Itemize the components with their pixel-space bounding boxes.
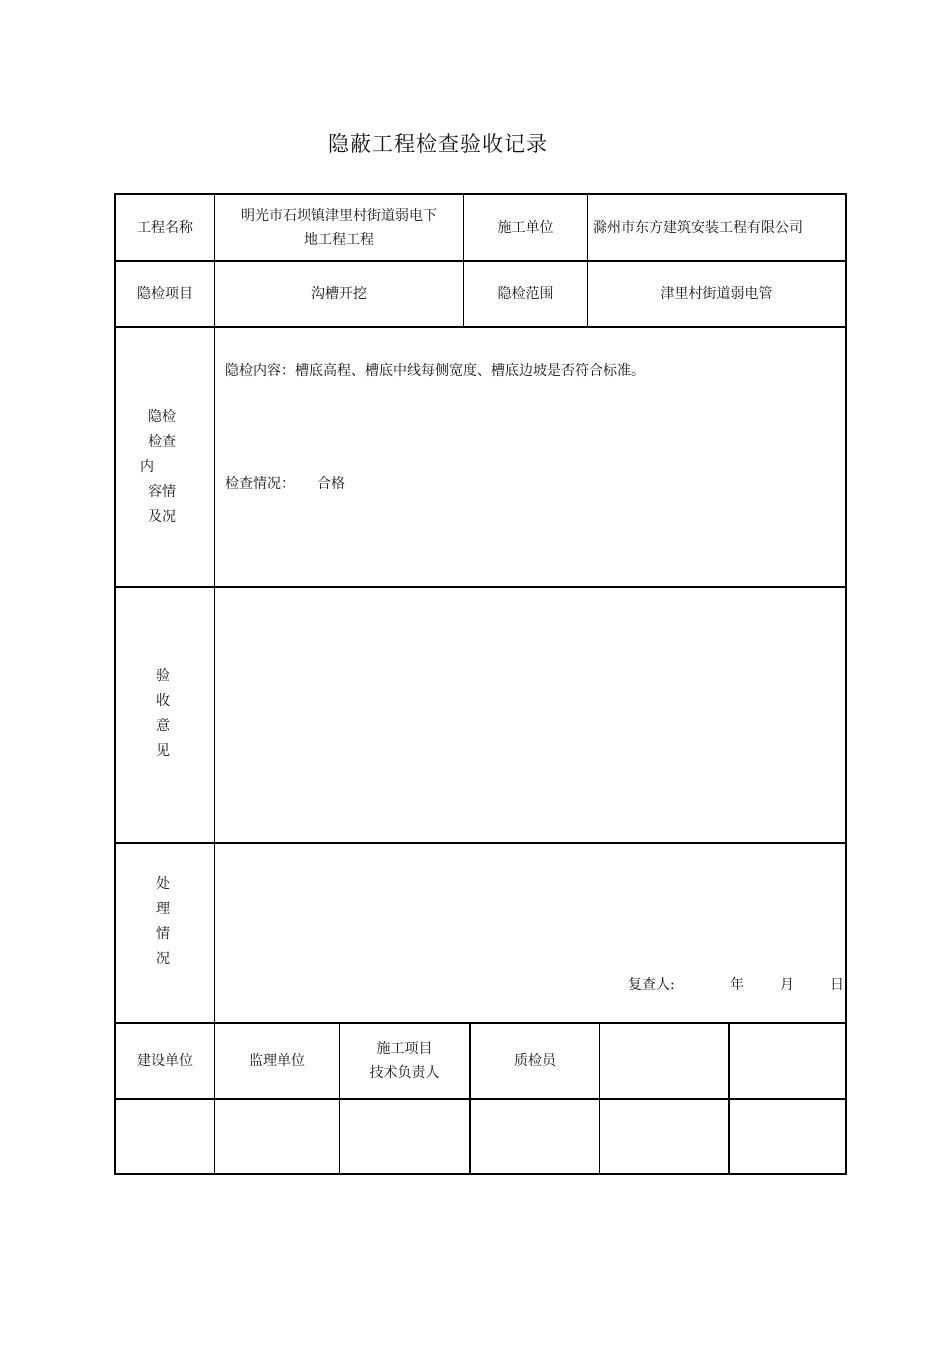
contractor-value: 滁州市东方建筑安装工程有限公司 — [593, 219, 803, 236]
project-name-line-2: 地工程工程 — [304, 231, 374, 248]
project-name-label: 工程名称 — [137, 219, 193, 236]
tech-lead-line-1: 施工项目 — [376, 1041, 433, 1057]
inspection-item-value: 沟槽开挖 — [311, 286, 367, 302]
inspector-signature-cell[interactable] — [471, 1100, 599, 1173]
inspection-label-line-4: 容情 — [148, 484, 176, 500]
inspection-content-text: 隐检内容：槽底高程、槽底中线每侧宽度、槽底边坡是否符合标准。 — [225, 363, 645, 379]
supervision-unit-signature-cell[interactable] — [215, 1100, 339, 1173]
handling-label-line-3: 情 — [156, 926, 170, 942]
tech-lead-signature-cell[interactable] — [340, 1100, 469, 1173]
inspection-result-value: 合格 — [317, 476, 345, 492]
acceptance-label-line-1: 验 — [156, 668, 170, 684]
handling-label-line-1: 处 — [156, 876, 170, 892]
handling-label-line-2: 理 — [156, 901, 170, 917]
acceptance-label-line-3: 意 — [156, 718, 170, 734]
build-unit-label: 建设单位 — [137, 1053, 193, 1069]
inspection-label-line-1: 隐检 — [148, 409, 176, 425]
inspection-label-line-2: 检查 — [148, 434, 176, 450]
reviewer-label: 复查人: — [628, 977, 675, 993]
handling-section-label — [156, 872, 170, 972]
inspection-scope-value: 津里村街道弱电管 — [660, 286, 773, 302]
acceptance-section-label — [156, 664, 170, 764]
tech-lead-line-2: 技术负责人 — [369, 1065, 440, 1081]
page-title: 隐蔽工程检查验收记录 — [328, 132, 548, 156]
date-year-label: 年 — [730, 977, 744, 993]
inspection-item-label: 隐检项目 — [137, 286, 193, 302]
project-name-value — [215, 195, 463, 260]
handling-label-line-4: 况 — [156, 951, 170, 967]
date-month-label: 月 — [780, 977, 794, 993]
inspection-section-label — [140, 405, 176, 530]
date-day-label: 日 — [830, 977, 844, 993]
tech-lead-label — [340, 1024, 469, 1098]
acceptance-label-line-4: 见 — [156, 743, 170, 759]
inspector-label: 质检员 — [514, 1053, 556, 1069]
contractor-label: 施工单位 — [497, 219, 554, 236]
inspection-label-line-3: 内 — [140, 459, 154, 475]
inspection-label-line-5: 及况 — [148, 509, 176, 525]
inspection-result-label: 检查情况： — [225, 476, 295, 492]
supervision-unit-label: 监理单位 — [249, 1053, 305, 1069]
acceptance-label-line-2: 收 — [156, 693, 170, 709]
inspection-scope-label: 隐检范围 — [497, 286, 554, 302]
build-unit-signature-cell[interactable] — [116, 1100, 214, 1173]
project-name-line-1: 明光市石坝镇津里村街道弱电下 — [241, 207, 437, 224]
